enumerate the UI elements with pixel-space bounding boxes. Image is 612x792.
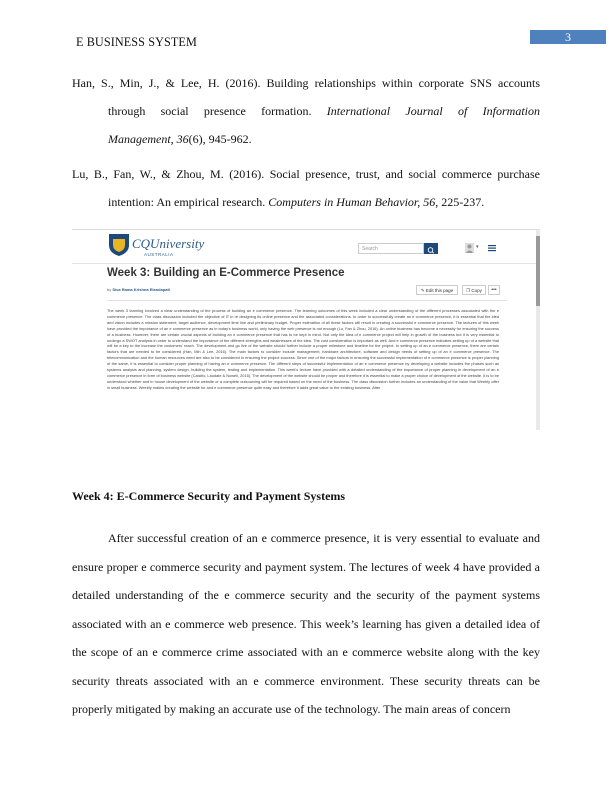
embedded-body-text: The week 3 learning involved a clear understanding of the process of building an e commerce presence. The learning outcomes of this week included a clear understanding of the different processes associated with the e commerce presence. The class discussion included the objective of IT in re designing its online presence and the associated considerations. In order to successfully create an e commerce presence, it is essential that the idea and vision includes a mission statement, target audience, development time line and preliminary budget. Proper estimation of all these factors will result in creating a successful e commerce presence. The lectures of this week have provided the importance of an e commerce presence as in today's business world, only having the web presence is not enough (Lu, Fan & Zhou, 2016). An online business has become a necessity for ensuring the success of a business. However, there are certain crucial aspects of building an e commerce presence that has to be kept in mind. Not only the idea of e commerce project will help in growth of the business but it is very essential to undergo a SWOT analysis in order to understand the importance of the different strengths and weaknesses of the idea. The cost consideration is important as well. And e commerce presence indicates setting up of a website that will be a key to the increase the customers' reach. The development and go live of the website should further include a proper milestone and timeline for the project. In setting up of an e commerce presence, there are certain factors that are needed to be considered (Han, Min & Lee, 2016). The main factors to consider include management, hardware architecture, software and design needs of setting up of an e commerce presence. The telecommunication and the human resources need are also to be considered in ensuring the project success. Since one of the major factors in ensuring the successful implementation of e commerce presence is proper planning of the same, it is essential to consider proper planning of having an e commerce presence. The different steps of successful implementation of an e commerce presence by developing a website includes the phases such as systems analysis and planning, system design, building the system, testing and implementation. This week's lecture have provided with a detailed understanding of the importance of proper planning in development of an e commerce presence in form of business website (Cataño, Laudate & Nowell, 2015). The development of the website should be proper and therefore it is essential to make a proper choice of development of the website. It is to be understood whether and in house development of the website or a complete outsourcing will be required based on the need of the business. The class discussion further includes an understanding of the value that Weebly offer in small business. Weebly makes creating the website for and e commerce presence quite easy and therefore it adds great value to the existing business. After (107, 308, 499, 390)
embedded-page-title: Week 3: Building an E-Commerce Presence (107, 267, 345, 279)
reference-line: Management, 36(6), 945-962. (108, 132, 252, 146)
university-shield-icon (108, 233, 130, 257)
reference-entry-han (72, 69, 540, 153)
user-avatar-icon[interactable] (465, 243, 474, 253)
scrollbar-thumb[interactable] (536, 236, 540, 306)
page-number: 3 (530, 30, 606, 44)
edit-page-button[interactable]: ✎ Edit this page (416, 285, 458, 295)
reference-line: Han, S., Min, J., & Lee, H. (2016). Building relationships within corporate SNS accounts (72, 76, 540, 90)
reference-line: through social presence formation. International Journal of Information (108, 104, 541, 118)
copy-icon: ❐ (466, 288, 471, 293)
scrollbar[interactable] (536, 230, 540, 430)
hamburger-menu-icon[interactable] (488, 244, 496, 252)
university-logo-text: CQUniversity (132, 236, 205, 251)
running-head-title: E BUSINESS SYSTEM (76, 35, 197, 49)
university-logo-subtitle: AUSTRALIA (144, 252, 174, 257)
divider (107, 300, 507, 301)
search-input[interactable]: Search (358, 243, 424, 254)
search-button[interactable] (424, 243, 438, 254)
more-options-button[interactable]: ••• (488, 285, 500, 295)
reference-entry-lu (72, 160, 540, 216)
body-paragraph: After successful creation of an e commerce presence, it is very essential to evaluate and ensure proper e commerce security and payment system. The lectures of week 4 have provided a detailed understanding of the e commerce security and the security of the payment systems associated with an e commerce web presence. This week’s learning has given a detailed idea of the scope of an e commerce crime associated with an e commerce website along with the key security threats associated with an e commerce environment. These security threats can be properly mitigated by making an accurate use of the technology. The main areas of concern (72, 531, 540, 716)
pencil-icon: ✎ (420, 288, 425, 293)
divider (72, 263, 536, 264)
embedded-screenshot (72, 229, 540, 430)
byline: by Siva Rama Krishna Elandapati (107, 287, 170, 292)
search-icon (424, 245, 438, 256)
reference-line: intention: An empirical research. Computers in Human Behavior, 56, 225-237. (108, 195, 485, 209)
copy-button[interactable]: ❐ Copy (462, 285, 486, 295)
reference-line: Lu, B., Fan, W., & Zhou, M. (2016). Social presence, trust, and social commerce purchase (72, 167, 540, 181)
section-heading: Week 4: E-Commerce Security and Payment Systems (72, 489, 346, 503)
chevron-down-icon[interactable]: ▾ (476, 244, 479, 250)
